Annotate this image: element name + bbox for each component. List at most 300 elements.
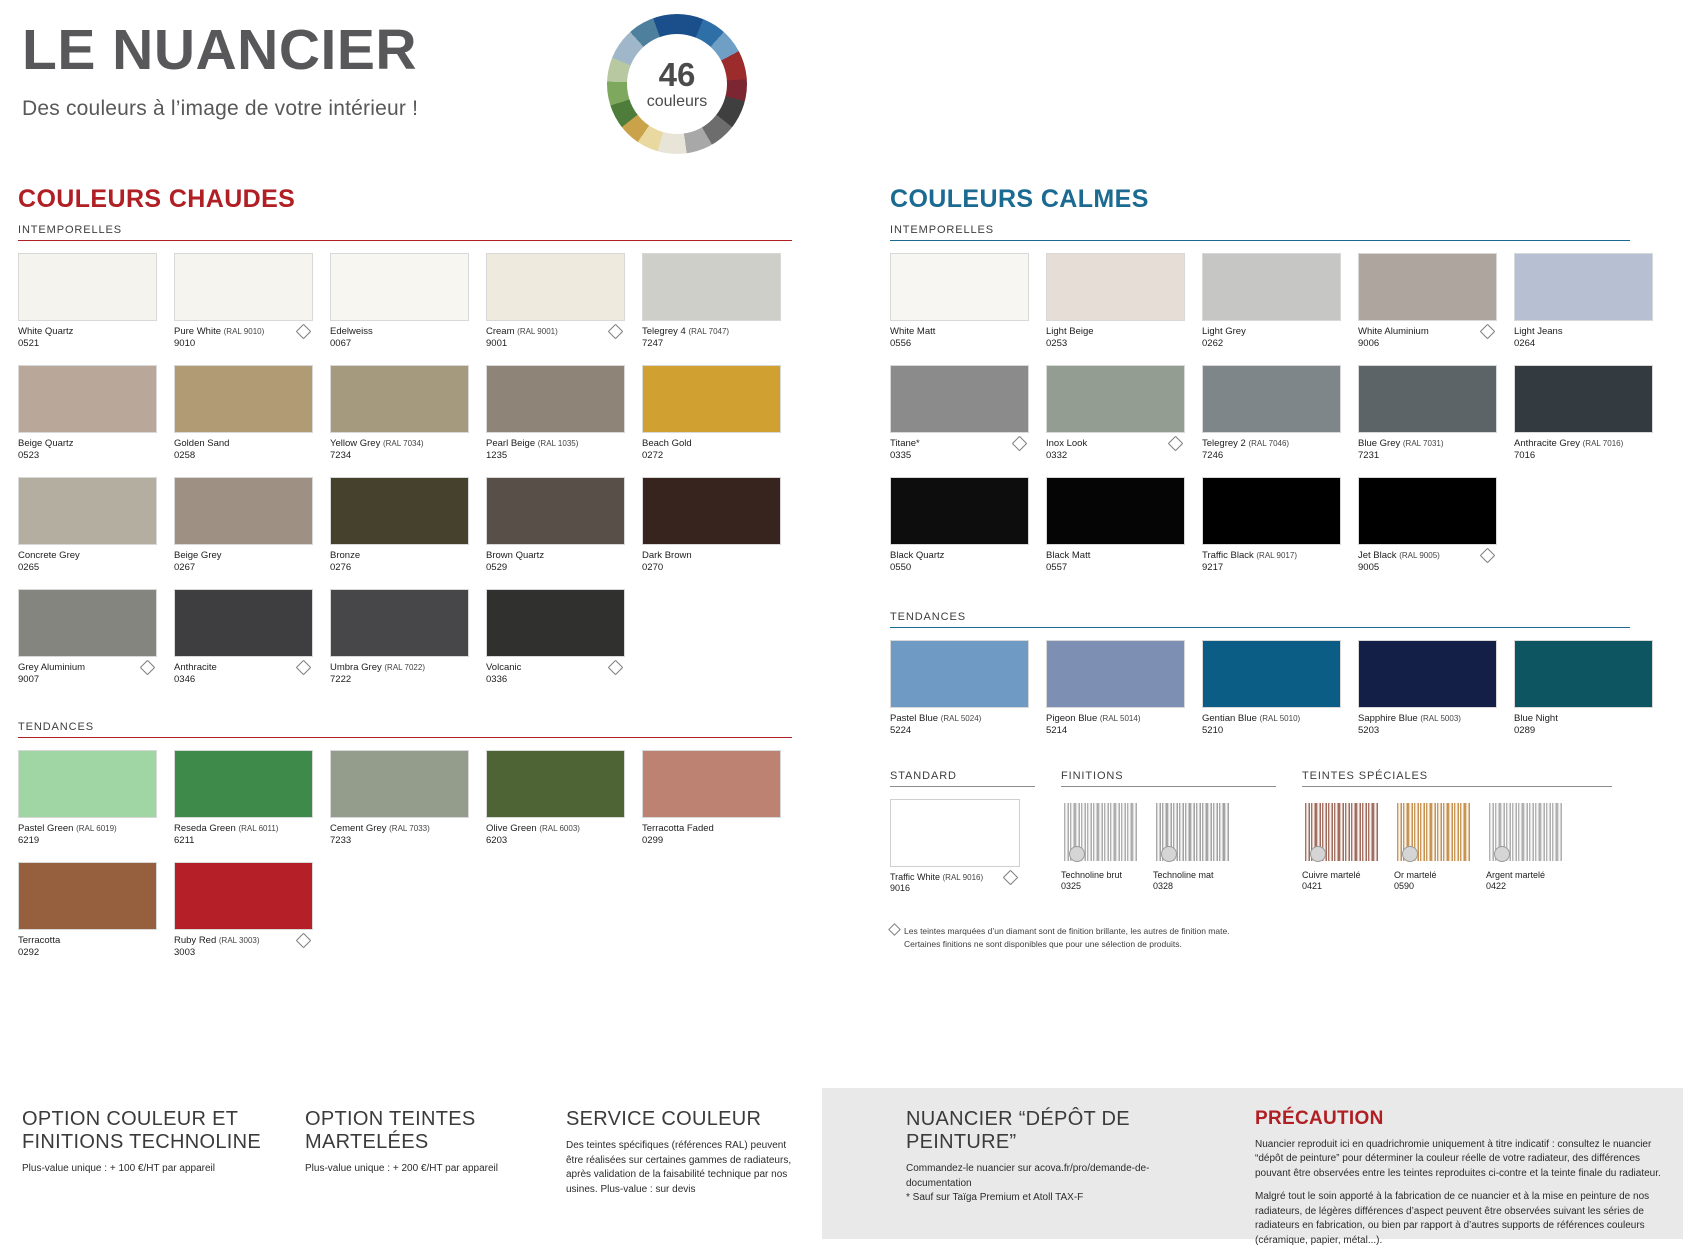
swatch-meta: [18, 657, 155, 692]
swatch-meta: [642, 321, 779, 356]
swatch-meta: [890, 708, 1027, 743]
swatch-code: 0335: [890, 449, 912, 461]
swatch-name: Cream (RAL 9001): [486, 326, 558, 337]
swatch-meta: [1302, 865, 1382, 900]
radiator-icon: [1394, 799, 1474, 865]
swatch-meta: [1046, 321, 1183, 356]
swatch-name: Cement Grey (RAL 7033): [330, 823, 430, 834]
swatch-name: Bronze: [330, 550, 361, 561]
swatch-ral: (RAL 9001): [517, 327, 558, 336]
page-title: LE NUANCIER: [22, 18, 418, 82]
color-chip: [18, 589, 157, 657]
swatch-meta: [174, 930, 311, 965]
calm-section-title: COULEURS CALMES: [890, 185, 1149, 213]
swatch-meta: [18, 433, 155, 468]
swatch-code: 0325: [1061, 881, 1082, 892]
color-chip: [1046, 253, 1185, 321]
swatch-name: Terracotta Faded: [642, 823, 714, 834]
swatch-name: Argent martelé: [1486, 870, 1546, 880]
color-swatch[interactable]: [486, 365, 623, 468]
swatch-code: 9010: [174, 337, 196, 349]
swatch-code: 6211: [174, 834, 195, 846]
valve-icon: [1161, 846, 1177, 862]
swatch-name: Pastel Green (RAL 6019): [18, 823, 117, 834]
swatch-meta: [330, 818, 467, 853]
swatch-name: Blue Grey (RAL 7031): [1358, 438, 1444, 449]
swatch-meta: [1202, 708, 1339, 743]
color-swatch[interactable]: [1046, 365, 1183, 468]
color-swatch[interactable]: [174, 365, 311, 468]
option-teintes-text: Plus-value unique : + 200 €/HT par appareil: [305, 1163, 498, 1174]
color-swatch[interactable]: [1202, 640, 1339, 743]
precaution-title: PRÉCAUTION: [1255, 1108, 1384, 1129]
swatch-name: Traffic Black (RAL 9017): [1202, 550, 1297, 561]
color-swatch[interactable]: [330, 365, 467, 468]
swatch-name: Volcanic: [486, 662, 522, 673]
swatch-name: Pastel Blue (RAL 5024): [890, 713, 982, 724]
swatch-ral: (RAL 5003): [1420, 714, 1461, 723]
color-swatch[interactable]: [1514, 365, 1651, 468]
warm-trends-heading: TENDANCES: [18, 721, 792, 738]
swatch-name: Telegrey 4 (RAL 7047): [642, 326, 730, 337]
swatch-name: Black Matt: [1046, 550, 1091, 561]
swatch-meta: [1358, 321, 1495, 356]
swatch-ral: (RAL 9016): [942, 873, 984, 882]
swatch-name: Or martelé: [1394, 870, 1437, 880]
color-chip: [890, 640, 1029, 708]
swatch-code: 9005: [1358, 561, 1380, 573]
color-swatch[interactable]: [486, 253, 623, 356]
color-chip: [890, 799, 1020, 867]
swatch-code: 0289: [1514, 724, 1536, 736]
color-chip: [330, 477, 469, 545]
swatch-meta: [642, 818, 779, 853]
swatch-meta: [486, 433, 623, 468]
color-chip: [1514, 365, 1653, 433]
color-chip: [1202, 365, 1341, 433]
swatch-code: 0557: [1046, 561, 1068, 573]
swatch-name: Edelweiss: [330, 326, 373, 337]
swatch-meta: [890, 321, 1027, 356]
swatch-ral: (RAL 7047): [688, 327, 730, 336]
option-couleur-text: Plus-value unique : + 100 €/HT par appareil: [22, 1163, 215, 1174]
color-swatch[interactable]: [18, 253, 155, 356]
color-swatch[interactable]: [174, 750, 311, 853]
swatch-meta: [330, 545, 467, 580]
swatch-ral: (RAL 5010): [1259, 714, 1301, 723]
color-swatch[interactable]: [330, 477, 467, 580]
color-chip: [18, 365, 157, 433]
finish-swatch[interactable]: [1486, 799, 1566, 900]
warm-timeless-grid: [18, 253, 818, 701]
color-chip: [642, 253, 781, 321]
color-swatch[interactable]: [18, 862, 155, 965]
finish-swatch[interactable]: [1153, 799, 1233, 900]
color-swatch[interactable]: [18, 589, 155, 692]
swatch-ral: (RAL 6003): [539, 824, 580, 833]
swatch-meta: [642, 433, 779, 468]
color-swatch[interactable]: [890, 477, 1027, 580]
precaution-text-red: Malgré tout le soin apporté à la fabrication de ce nuancier et à la mise en peinture de nos radiateurs, de légères différences d’aspect peuvent être observées suivant les séries de radiateurs en fabrication, ou bien par rapport à d’autres supports de références couleurs (céramique, papier, métal...).: [1255, 1191, 1650, 1246]
color-swatch[interactable]: [1046, 477, 1183, 580]
color-chip: [1202, 477, 1341, 545]
finish-swatch[interactable]: [1394, 799, 1474, 900]
swatch-code: 0299: [642, 834, 664, 846]
swatch-ral: (RAL 9010): [223, 327, 265, 336]
logo-label: couleurs: [646, 92, 708, 110]
swatch-meta: [486, 657, 623, 692]
swatch-name: Cuivre martelé: [1302, 870, 1361, 880]
swatch-name: Brown Quartz: [486, 550, 545, 561]
swatch-ral: (RAL 9005): [1399, 551, 1440, 560]
color-swatch[interactable]: [486, 477, 623, 580]
swatch-code: 0336: [486, 673, 508, 685]
color-chip: [1514, 640, 1653, 708]
swatch-code: 0523: [18, 449, 40, 461]
color-swatch[interactable]: [174, 862, 311, 965]
swatch-meta: [18, 818, 155, 853]
color-swatch[interactable]: [642, 750, 779, 853]
color-chip: [1358, 640, 1497, 708]
bottom-info-bar: [0, 1088, 1683, 1246]
swatch-meta: [174, 657, 311, 692]
color-chip: [1046, 640, 1185, 708]
swatch-code: 9001: [486, 337, 508, 349]
option-teintes-block: [305, 1108, 520, 1177]
color-swatch[interactable]: [890, 253, 1027, 356]
option-couleur-block: [22, 1108, 272, 1177]
color-swatch[interactable]: [1046, 640, 1183, 743]
swatch-name: Anthracite: [174, 662, 217, 673]
swatch-meta: [1153, 865, 1233, 900]
swatch-code: 0067: [330, 337, 352, 349]
swatch-code: 0328: [1153, 881, 1174, 892]
swatch-code: 0529: [486, 561, 508, 573]
swatch-code: 9006: [1358, 337, 1380, 349]
swatch-code: 0258: [174, 449, 196, 461]
teintes-speciales-heading: TEINTES SPÉCIALES: [1302, 770, 1612, 787]
swatch-ral: (RAL 5024): [940, 714, 982, 723]
swatch-name: Umbra Grey (RAL 7022): [330, 662, 425, 673]
swatch-meta: [174, 818, 311, 853]
swatch-meta: [1061, 865, 1141, 900]
finitions-row: [1061, 799, 1276, 909]
color-chip: [486, 477, 625, 545]
swatch-name: Dark Brown: [642, 550, 692, 561]
swatch-code: 9016: [890, 883, 911, 894]
color-chip: [1202, 253, 1341, 321]
swatch-meta: [1358, 545, 1495, 580]
swatch-meta: [1202, 433, 1339, 468]
color-chip: [1046, 477, 1185, 545]
swatch-name: Sapphire Blue (RAL 5003): [1358, 713, 1461, 724]
swatch-name: Telegrey 2 (RAL 7046): [1202, 438, 1290, 449]
color-swatch[interactable]: [486, 589, 623, 692]
swatch-ral: (RAL 7016): [1582, 439, 1624, 448]
swatch-code: 0550: [890, 561, 912, 573]
color-chip: [486, 253, 625, 321]
color-swatch[interactable]: [1202, 477, 1339, 580]
color-chip: [486, 365, 625, 433]
color-swatch[interactable]: [18, 477, 155, 580]
color-chip: [330, 589, 469, 657]
swatch-code: 6203: [486, 834, 508, 846]
calm-timeless-grid: [890, 253, 1670, 589]
color-chip: [1514, 253, 1653, 321]
swatch-code: 6219: [18, 834, 40, 846]
color-swatch[interactable]: [890, 640, 1027, 743]
swatch-name: Pure White (RAL 9010): [174, 326, 265, 337]
finitions-heading: FINITIONS: [1061, 770, 1276, 787]
color-chip: [486, 589, 625, 657]
color-chip: [330, 253, 469, 321]
swatch-name: Grey Aluminium: [18, 662, 86, 673]
color-chip: [890, 477, 1029, 545]
standard-heading: STANDARD: [890, 770, 1035, 787]
logo-center: [627, 34, 727, 134]
swatch-code: 7246: [1202, 449, 1224, 461]
color-swatch[interactable]: [1202, 253, 1339, 356]
swatch-name: Pearl Beige (RAL 1035): [486, 438, 579, 449]
swatch-ral: (RAL 9017): [1256, 551, 1297, 560]
color-chip: [486, 750, 625, 818]
swatch-code: 5224: [890, 724, 912, 736]
swatch-code: 7231: [1358, 449, 1380, 461]
swatch-meta: [1046, 708, 1183, 743]
swatch-meta: [1514, 321, 1651, 356]
swatch-code: 3003: [174, 946, 196, 958]
color-chip: [642, 365, 781, 433]
swatch-code: 0272: [642, 449, 664, 461]
color-chip: [174, 365, 313, 433]
swatch-name: Yellow Grey (RAL 7034): [330, 438, 424, 449]
standard-block: [890, 770, 1035, 911]
swatch-code: 9007: [18, 673, 40, 685]
swatch-meta: [330, 657, 467, 692]
color-swatch[interactable]: [1046, 253, 1183, 356]
logo-count: 46: [658, 55, 696, 93]
color-chip: [174, 589, 313, 657]
nuancier-depot-text[interactable]: Commandez-le nuancier sur acova.fr/pro/demande-de-documentation: [906, 1163, 1150, 1189]
swatch-code: 0292: [18, 946, 40, 958]
color-swatch[interactable]: [642, 477, 779, 580]
color-swatch[interactable]: [1358, 477, 1495, 580]
swatch-meta: [486, 321, 623, 356]
swatch-name: Blue Night: [1514, 713, 1558, 724]
swatch-meta: [1046, 545, 1183, 580]
swatch-meta: [18, 545, 155, 580]
swatch-code: 0253: [1046, 337, 1068, 349]
nuancier-depot-title: NUANCIER “DÉPÔT DE PEINTURE”: [906, 1108, 1130, 1153]
color-chip: [174, 253, 313, 321]
color-chip: [1358, 477, 1497, 545]
swatch-name: Light Beige: [1046, 326, 1094, 337]
swatch-name: Black Quartz: [890, 550, 945, 561]
swatch-meta: [330, 433, 467, 468]
warm-timeless-heading: INTEMPORELLES: [18, 224, 792, 241]
color-swatch[interactable]: [1358, 365, 1495, 468]
swatch-meta: [890, 433, 1027, 468]
service-couleur-text: Des teintes spécifiques (références RAL) peuvent être réalisées sur certaines gammes de radiateurs, après validation de la faisabilité technique par nos usines. Plus-value : sur devis: [566, 1140, 792, 1195]
swatch-code: 5210: [1202, 724, 1224, 736]
color-swatch[interactable]: [174, 253, 311, 356]
color-swatch[interactable]: [486, 750, 623, 853]
color-chip: [174, 477, 313, 545]
swatch-meta: [1358, 708, 1495, 743]
swatch-ral: (RAL 6019): [76, 824, 117, 833]
color-swatch[interactable]: [1514, 640, 1651, 743]
color-swatch[interactable]: [18, 750, 155, 853]
swatch-name: Technoline brut: [1061, 870, 1123, 880]
diamond-icon: [888, 923, 901, 936]
swatch-meta: [1486, 865, 1566, 900]
swatch-code: 1235: [486, 449, 508, 461]
swatch-code: 5214: [1046, 724, 1068, 736]
valve-icon: [1310, 846, 1326, 862]
footnote-line-2: Certaines finitions ne sont disponibles que pour une sélection de produits.: [904, 938, 1182, 949]
color-swatch[interactable]: [330, 253, 467, 356]
swatch-name: Beach Gold: [642, 438, 692, 449]
swatch-name: Anthracite Grey (RAL 7016): [1514, 438, 1624, 449]
swatch-code: 0262: [1202, 337, 1224, 349]
swatch-code: 0590: [1394, 881, 1415, 892]
swatch-code: 0264: [1514, 337, 1536, 349]
service-couleur-block: [566, 1108, 806, 1197]
swatch-ral: (RAL 1035): [537, 439, 579, 448]
color-swatch[interactable]: [174, 477, 311, 580]
swatch-name: Light Jeans: [1514, 326, 1563, 337]
color-chip: [1358, 365, 1497, 433]
page-subtitle: Des couleurs à l’image de votre intérieur !: [22, 97, 419, 120]
calm-trends-heading: TENDANCES: [890, 611, 1630, 628]
color-chip: [18, 862, 157, 930]
swatch-code: 7222: [330, 673, 352, 685]
option-teintes-title: OPTION TEINTES MARTELÉES: [305, 1108, 476, 1153]
swatch-name: Inox Look: [1046, 438, 1088, 449]
swatch-code: 0521: [18, 337, 40, 349]
swatch-code: 0556: [890, 337, 912, 349]
color-swatch[interactable]: [1202, 365, 1339, 468]
swatch-code: 0332: [1046, 449, 1068, 461]
color-chip: [330, 750, 469, 818]
swatch-code: 0276: [330, 561, 352, 573]
swatch-code: 0346: [174, 673, 196, 685]
calm-trends-grid: [890, 640, 1670, 752]
swatch-name: White Matt: [890, 326, 936, 337]
finish-swatch[interactable]: [1061, 799, 1141, 900]
swatch-code: 0265: [18, 561, 40, 573]
swatch-name: Gentian Blue (RAL 5010): [1202, 713, 1301, 724]
color-swatch[interactable]: [1358, 640, 1495, 743]
color-swatch[interactable]: [642, 365, 779, 468]
teintes-speciales-row: [1302, 799, 1612, 909]
option-couleur-title: OPTION COULEUR ET FINITIONS TECHNOLINE: [22, 1108, 261, 1153]
color-swatch[interactable]: [18, 365, 155, 468]
swatch-meta: [642, 545, 779, 580]
swatch-name: White Quartz: [18, 326, 74, 337]
swatch-code: 0422: [1486, 881, 1507, 892]
swatch-meta: [18, 321, 155, 356]
color-chip: [890, 253, 1029, 321]
swatch-ral: (RAL 7034): [382, 439, 424, 448]
swatch-code: 0267: [174, 561, 196, 573]
swatch-name: Beige Grey: [174, 550, 222, 561]
color-swatch[interactable]: [174, 589, 311, 692]
warm-trends-grid: [18, 750, 818, 974]
swatch-meta: [174, 545, 311, 580]
swatch-meta: [1202, 545, 1339, 580]
swatch-name: Pigeon Blue (RAL 5014): [1046, 713, 1141, 724]
swatch-code: 7247: [642, 337, 664, 349]
swatch-ral: (RAL 7031): [1402, 439, 1444, 448]
swatch-name: Reseda Green (RAL 6011): [174, 823, 279, 834]
swatch-meta: [330, 321, 467, 356]
precaution-block: [1255, 1108, 1665, 1248]
valve-icon: [1402, 846, 1418, 862]
color-swatch[interactable]: [1358, 253, 1495, 356]
color-chip: [1358, 253, 1497, 321]
radiator-icon: [1486, 799, 1566, 865]
color-swatch[interactable]: [890, 799, 1018, 902]
swatch-meta: [1046, 433, 1183, 468]
color-swatch[interactable]: [330, 589, 467, 692]
swatch-name: Terracotta: [18, 935, 61, 946]
finish-swatch[interactable]: [1302, 799, 1382, 900]
swatch-meta: [1394, 865, 1474, 900]
color-chip: [174, 862, 313, 930]
color-chip: [174, 750, 313, 818]
swatch-name: Beige Quartz: [18, 438, 74, 449]
swatch-name: Jet Black (RAL 9005): [1358, 550, 1440, 561]
swatch-code: 0270: [642, 561, 664, 573]
teintes-speciales-block: [1302, 770, 1612, 911]
color-chip: [330, 365, 469, 433]
swatch-code: 5203: [1358, 724, 1380, 736]
color-chip: [18, 477, 157, 545]
swatch-code: 7016: [1514, 449, 1536, 461]
swatch-ral: (RAL 3003): [218, 936, 260, 945]
swatch-code: 0421: [1302, 881, 1323, 892]
valve-icon: [1069, 846, 1085, 862]
standard-row: [890, 799, 1035, 911]
color-swatch[interactable]: [1514, 253, 1651, 356]
page-header: [22, 10, 782, 150]
color-chip: [642, 477, 781, 545]
swatch-name: Technoline mat: [1153, 870, 1214, 880]
gloss-footnote: [890, 925, 1670, 951]
swatch-name: White Aluminium: [1358, 326, 1429, 337]
color-swatch[interactable]: [330, 750, 467, 853]
swatch-meta: [1202, 321, 1339, 356]
swatch-meta: [1514, 708, 1651, 743]
warm-colors-section: [18, 185, 818, 974]
swatch-code: 7233: [330, 834, 352, 846]
color-swatch[interactable]: [642, 253, 779, 356]
swatch-name: Titane*: [890, 438, 920, 449]
color-chip: [18, 750, 157, 818]
color-wheel-logo: [607, 14, 747, 154]
swatch-name: Concrete Grey: [18, 550, 80, 561]
swatch-ral: (RAL 7022): [384, 663, 425, 672]
color-swatch[interactable]: [890, 365, 1027, 468]
color-chip: [642, 750, 781, 818]
footnote-line-1: Les teintes marquées d’un diamant sont de finition brillante, les autres de finition mate.: [904, 926, 1230, 936]
swatch-ral: (RAL 7046): [1248, 439, 1290, 448]
color-chip: [18, 253, 157, 321]
swatch-meta: [890, 545, 1027, 580]
swatch-ral: (RAL 6011): [238, 824, 279, 833]
valve-icon: [1494, 846, 1510, 862]
